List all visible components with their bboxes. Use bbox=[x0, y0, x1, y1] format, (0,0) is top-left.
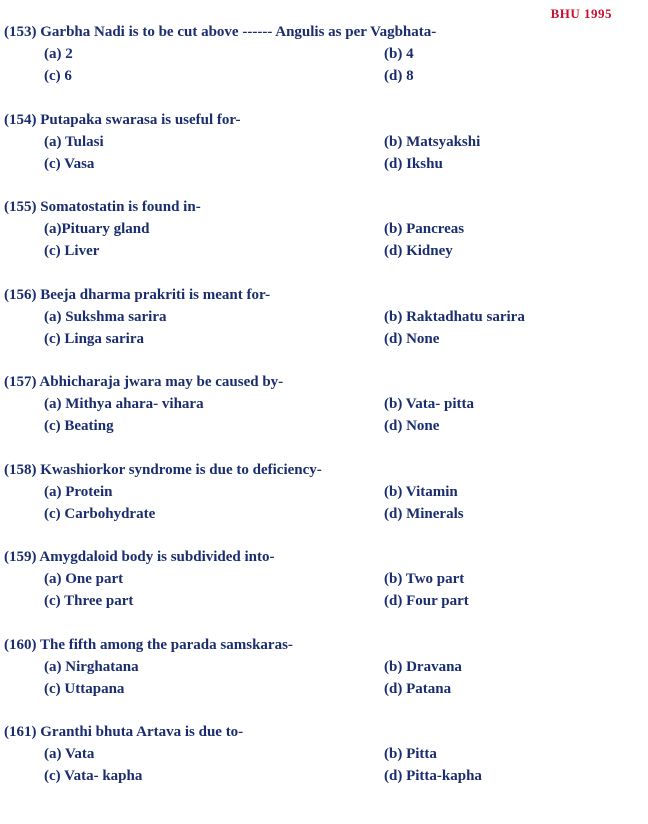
option-b: (b) Vitamin bbox=[384, 483, 458, 500]
option-a: (a) Nirghatana bbox=[44, 658, 139, 675]
option-a: (a) 2 bbox=[44, 46, 73, 62]
option-d: (d) Patana bbox=[384, 680, 452, 697]
option-row bbox=[4, 743, 644, 765]
option-row bbox=[4, 328, 644, 350]
option-row bbox=[4, 393, 644, 415]
option-d: (d) 8 bbox=[384, 68, 414, 84]
option-c: (c) Uttapana bbox=[44, 680, 125, 697]
option-row bbox=[4, 481, 644, 503]
option-b: (b) Vata- pitta bbox=[384, 396, 475, 412]
question-160 bbox=[4, 634, 644, 722]
option-a: (a) Protein bbox=[44, 483, 113, 500]
option-a: (a) Tulasi bbox=[44, 133, 104, 150]
option-b: (b) Matsyakshi bbox=[384, 133, 481, 150]
option-d: (d) None bbox=[384, 418, 440, 434]
option-row bbox=[4, 503, 644, 525]
option-row bbox=[4, 65, 644, 87]
option-b: (b) 4 bbox=[384, 46, 414, 62]
option-d: (d) Four part bbox=[384, 593, 469, 609]
option-c: (c) Linga sarira bbox=[44, 330, 144, 347]
option-d: (d) Pitta-kapha bbox=[384, 768, 482, 784]
question-154 bbox=[4, 109, 644, 197]
option-b: (b) Pancreas bbox=[384, 221, 465, 237]
option-row bbox=[4, 568, 644, 590]
question-text: (160) The fifth among the parada samskaras- bbox=[4, 636, 293, 653]
question-list bbox=[4, 21, 644, 809]
option-row bbox=[4, 415, 644, 437]
question-text: (159) Amygdaloid body is subdivided into- bbox=[4, 549, 275, 565]
option-row bbox=[4, 218, 644, 240]
option-row bbox=[4, 590, 644, 612]
question-158 bbox=[4, 459, 644, 547]
option-c: (c) Vata- kapha bbox=[44, 768, 143, 784]
option-a: (a)Pituary gland bbox=[44, 221, 150, 237]
option-c: (c) Vasa bbox=[44, 155, 95, 172]
question-text: (156) Beeja dharma prakriti is meant for- bbox=[4, 286, 271, 303]
option-row bbox=[4, 43, 644, 65]
question-text: (161) Granthi bhuta Artava is due to- bbox=[4, 724, 244, 740]
option-b: (b) Raktadhatu sarira bbox=[384, 308, 525, 325]
option-d: (d) Kidney bbox=[384, 243, 453, 259]
option-b: (b) Dravana bbox=[384, 658, 462, 675]
option-row bbox=[4, 131, 644, 153]
option-c: (c) Liver bbox=[44, 243, 100, 259]
option-row bbox=[4, 656, 644, 678]
question-161 bbox=[4, 721, 644, 809]
option-d: (d) Ikshu bbox=[384, 155, 443, 172]
option-a: (a) Vata bbox=[44, 746, 95, 762]
option-c: (c) Three part bbox=[44, 593, 134, 609]
option-row bbox=[4, 678, 644, 700]
question-155 bbox=[4, 196, 644, 284]
question-156 bbox=[4, 284, 644, 372]
question-159 bbox=[4, 546, 644, 634]
question-153 bbox=[4, 21, 644, 109]
option-a: (a) Sukshma sarira bbox=[44, 308, 167, 325]
question-text: (154) Putapaka swarasa is useful for- bbox=[4, 111, 241, 128]
option-c: (c) Beating bbox=[44, 418, 114, 434]
question-text: (153) Garbha Nadi is to be cut above ------ Angulis as per Vagbhata- bbox=[4, 24, 437, 40]
question-157 bbox=[4, 371, 644, 459]
exam-header: BHU 1995 bbox=[550, 6, 612, 21]
option-a: (a) One part bbox=[44, 571, 124, 587]
option-c: (c) Carbohydrate bbox=[44, 505, 156, 522]
option-a: (a) Mithya ahara- vihara bbox=[44, 396, 204, 412]
question-text: (155) Somatostatin is found in- bbox=[4, 199, 201, 215]
option-b: (b) Pitta bbox=[384, 746, 437, 762]
option-row bbox=[4, 240, 644, 262]
option-d: (d) Minerals bbox=[384, 505, 464, 522]
option-row bbox=[4, 765, 644, 787]
option-d: (d) None bbox=[384, 330, 440, 347]
question-text: (158) Kwashiorkor syndrome is due to deficiency- bbox=[4, 461, 322, 478]
option-c: (c) 6 bbox=[44, 68, 72, 84]
option-row bbox=[4, 306, 644, 328]
question-text: (157) Abhicharaja jwara may be caused by- bbox=[4, 374, 284, 390]
option-b: (b) Two part bbox=[384, 571, 465, 587]
option-row bbox=[4, 153, 644, 175]
